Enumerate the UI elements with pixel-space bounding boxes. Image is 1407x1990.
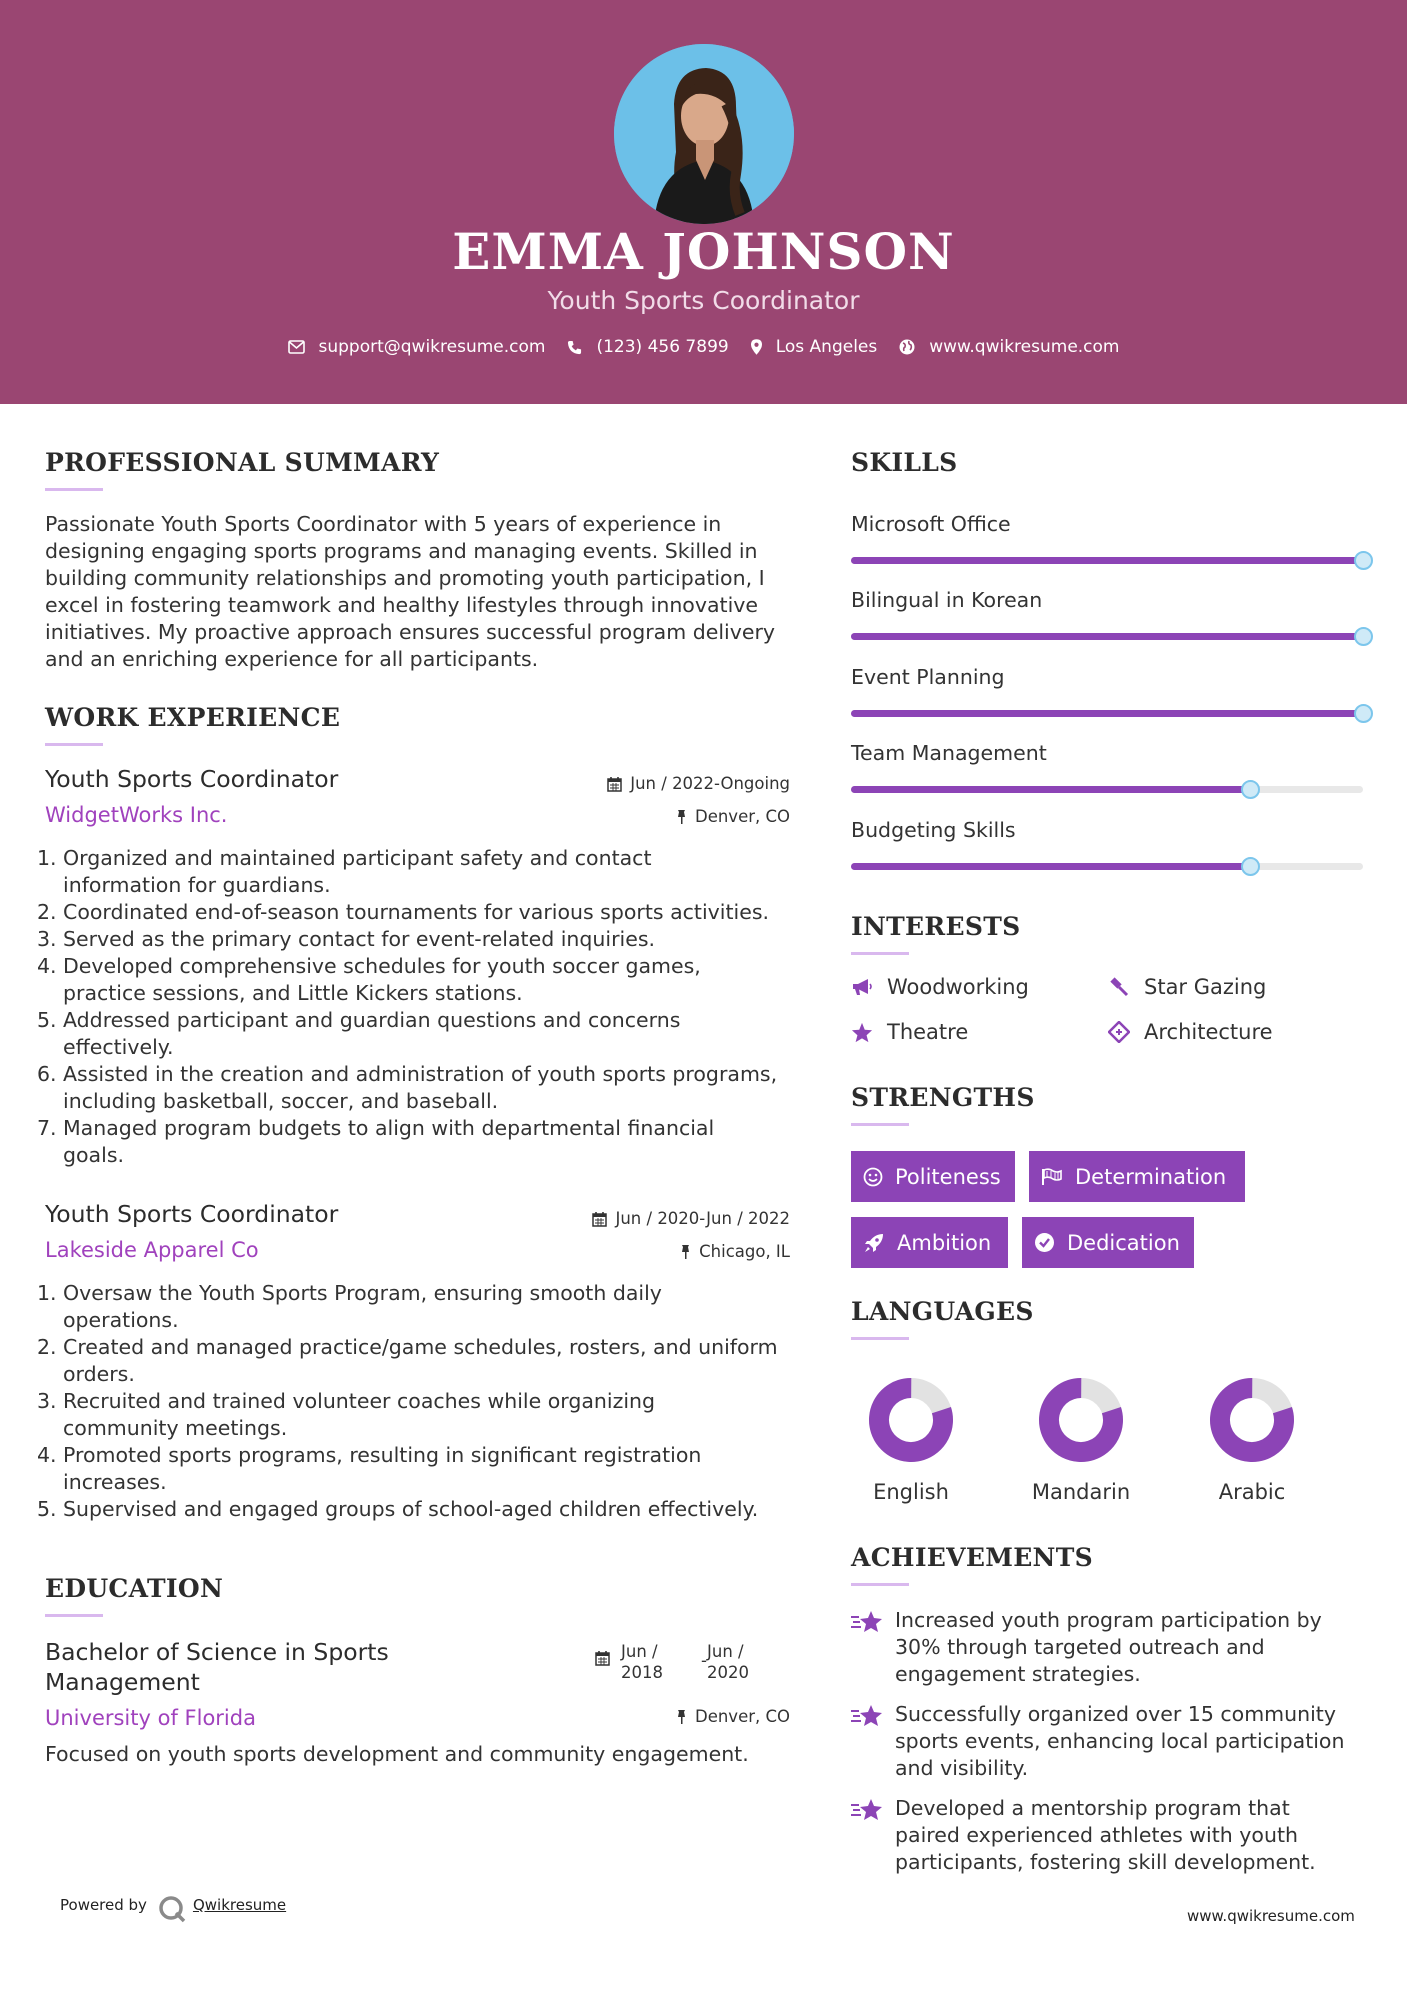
list-item — [37, 899, 805, 926]
job-title: Youth Sports Coordinator — [45, 765, 339, 793]
interest-item — [1108, 975, 1266, 999]
contact-phone[interactable] — [567, 337, 728, 357]
start-month: Jun / — [621, 1642, 658, 1661]
contact-location — [751, 337, 878, 357]
interest-item — [1108, 1020, 1273, 1044]
interests-heading: INTERESTS — [851, 912, 1021, 941]
website-text: www.qwikresume.com — [929, 337, 1120, 357]
summary-line: and an enriching experience for all participants. — [45, 647, 539, 671]
education-description: Focused on youth sports development and community engagement. — [45, 1742, 749, 1766]
end-year: 2020 — [707, 1663, 749, 1682]
skill-bar — [851, 710, 1363, 717]
list-line: increases. — [63, 1470, 167, 1494]
phone-icon — [567, 340, 582, 355]
list-line: Developed comprehensive schedules for youth soccer games, — [63, 954, 701, 978]
shooting-star-icon — [850, 1703, 884, 1729]
list-line: Supervised and engaged groups of school-aged children effectively. — [63, 1497, 759, 1521]
start-year: 2018 — [621, 1663, 663, 1682]
list-number: 1. — [37, 846, 57, 870]
pushpin-icon — [680, 1244, 691, 1260]
list-number: 5. — [37, 1497, 57, 1521]
footer-powered-by — [60, 1896, 286, 1914]
skill-bar — [851, 557, 1363, 564]
languages-heading: LANGUAGES — [851, 1297, 1034, 1326]
strength-tag — [1029, 1151, 1245, 1202]
list-item — [37, 1442, 805, 1496]
language-donut — [1207, 1375, 1297, 1465]
achievement-item — [850, 1701, 1360, 1782]
interest-label: Theatre — [887, 1020, 969, 1044]
list-number: 4. — [37, 954, 57, 978]
summary-line: excel in fostering teamwork and healthy lifestyles through innovative — [45, 593, 759, 617]
list-number: 3. — [37, 927, 57, 951]
map-pin-icon — [751, 339, 762, 355]
list-line: Created and managed practice/game schedules, rosters, and uniform — [63, 1335, 778, 1359]
list-item — [37, 1061, 805, 1115]
list-item — [37, 1115, 805, 1169]
achievement-line: sports events, enhancing local participation — [895, 1729, 1345, 1753]
list-line: information for guardians. — [63, 873, 331, 897]
list-line: Recruited and trained volunteer coaches while organizing — [63, 1389, 656, 1413]
list-item — [37, 1280, 805, 1334]
education-heading-rule — [45, 1614, 103, 1617]
phone-text: (123) 456 7899 — [596, 337, 729, 357]
list-number: 2. — [37, 1335, 57, 1359]
language-name: English — [873, 1480, 949, 1504]
summary-heading: PROFESSIONAL SUMMARY — [45, 448, 440, 477]
job-dates-text: Jun / 2020-Jun / 2022 — [615, 1209, 790, 1228]
job-responsibilities — [37, 1280, 805, 1523]
list-number: 1. — [37, 1281, 57, 1305]
degree-title — [45, 1637, 389, 1697]
skill-bar — [851, 863, 1363, 870]
end-month: Jun / — [707, 1642, 744, 1661]
list-line: Promoted sports programs, resulting in significant registration — [63, 1443, 702, 1467]
calendar-icon — [595, 1650, 610, 1666]
contact-email[interactable] — [288, 337, 546, 357]
interest-item — [851, 1020, 968, 1044]
qwikresume-link[interactable]: Qwikresume — [192, 1896, 287, 1914]
school-name: University of Florida — [45, 1706, 256, 1730]
achievement-line: participants, fostering skill development. — [895, 1850, 1316, 1874]
languages-heading-rule — [851, 1337, 909, 1340]
list-item — [37, 845, 805, 899]
powered-by-text: Powered by — [60, 1896, 147, 1914]
skill-name: Budgeting Skills — [851, 818, 1016, 842]
interest-label: Woodworking — [887, 975, 1029, 999]
shooting-star-icon — [850, 1797, 884, 1823]
qwikresume-logo-icon — [157, 1894, 187, 1924]
education-start — [621, 1641, 663, 1683]
strength-label: Determination — [1075, 1164, 1227, 1189]
megaphone-icon — [851, 977, 873, 997]
list-line: Oversaw the Youth Sports Program, ensuring smooth daily — [63, 1281, 662, 1305]
skill-name: Event Planning — [851, 665, 1005, 689]
candidate-name: EMMA JOHNSON — [452, 222, 955, 281]
list-line: operations. — [63, 1308, 179, 1332]
job-dates — [520, 774, 790, 793]
interest-label: Architecture — [1144, 1020, 1273, 1044]
list-item — [37, 1388, 805, 1442]
skill-bar-fill — [851, 633, 1363, 640]
skill-bar-knob — [1354, 704, 1373, 723]
skill-bar-fill — [851, 710, 1363, 717]
skill-name: Microsoft Office — [851, 512, 1011, 536]
flag-icon — [1041, 1168, 1063, 1186]
strengths-heading-rule — [851, 1123, 909, 1126]
candidate-title: Youth Sports Coordinator — [547, 286, 860, 315]
skill-bar-knob — [1354, 551, 1373, 570]
job-responsibilities — [37, 845, 805, 1169]
list-line: orders. — [63, 1362, 135, 1386]
job-dates-text: Jun / 2022-Ongoing — [630, 774, 790, 793]
skill-bar-knob — [1354, 627, 1373, 646]
list-number: 5. — [37, 1008, 57, 1032]
achievements-heading-rule — [851, 1583, 909, 1586]
smile-icon — [863, 1167, 883, 1187]
list-item — [37, 926, 805, 953]
education-location — [520, 1707, 790, 1726]
interests-heading-rule — [851, 952, 909, 955]
list-line: effectively. — [63, 1035, 174, 1059]
strength-label: Ambition — [897, 1230, 992, 1255]
company-name: WidgetWorks Inc. — [45, 803, 228, 827]
check-circle-icon — [1034, 1232, 1055, 1253]
job-location-text: Chicago, IL — [699, 1242, 790, 1261]
skill-bar-fill — [851, 786, 1250, 793]
list-line: Served as the primary contact for event-related inquiries. — [63, 927, 656, 951]
list-item — [37, 953, 805, 1007]
skill-bar — [851, 633, 1363, 640]
list-number: 2. — [37, 900, 57, 924]
language-donut — [866, 1375, 956, 1465]
summary-line: building community relationships and promoting youth participation, I — [45, 566, 765, 590]
achievement-item — [850, 1607, 1360, 1688]
summary-text — [45, 511, 795, 673]
job-location-text: Denver, CO — [694, 807, 790, 826]
calendar-icon — [607, 776, 622, 792]
contact-bar — [0, 337, 1407, 357]
resume-header — [0, 0, 1407, 404]
education-location-text: Denver, CO — [694, 1707, 790, 1726]
achievement-line: Developed a mentorship program that — [895, 1796, 1290, 1820]
list-item — [37, 1496, 805, 1523]
email-text: support@qwikresume.com — [318, 337, 546, 357]
education-dates — [595, 1641, 765, 1681]
envelope-icon — [288, 340, 305, 354]
experience-heading: WORK EXPERIENCE — [45, 703, 341, 732]
rocket-icon — [863, 1232, 885, 1254]
list-line: community meetings. — [63, 1416, 288, 1440]
strength-label: Politeness — [895, 1164, 1001, 1189]
job-location — [520, 1242, 790, 1261]
summary-line: Passionate Youth Sports Coordinator with 5 years of experience in — [45, 512, 722, 536]
achievement-line: paired experienced athletes with youth — [895, 1823, 1298, 1847]
list-line: Managed program budgets to align with departmental financial — [63, 1116, 715, 1140]
degree-line: Bachelor of Science in Sports — [45, 1638, 389, 1666]
list-line: Coordinated end-of-season tournaments for various sports activities. — [63, 900, 770, 924]
list-number: 4. — [37, 1443, 57, 1467]
achievement-item — [850, 1795, 1360, 1876]
achievements-heading: ACHIEVEMENTS — [851, 1543, 1093, 1572]
list-line: Addressed participant and guardian questions and concerns — [63, 1008, 681, 1032]
pushpin-icon — [676, 1709, 687, 1725]
list-item — [37, 1007, 805, 1061]
language-name: Mandarin — [1031, 1480, 1131, 1504]
profile-photo — [614, 44, 794, 224]
list-line: practice sessions, and Little Kickers stations. — [63, 981, 523, 1005]
interest-item — [851, 975, 1029, 999]
footer-website[interactable]: www.qwikresume.com — [1187, 1907, 1355, 1925]
strengths-heading: STRENGTHS — [851, 1083, 1035, 1112]
calendar-icon — [592, 1211, 607, 1227]
skill-bar — [851, 786, 1363, 793]
location-text: Los Angeles — [775, 337, 878, 357]
skill-bar-knob — [1241, 857, 1260, 876]
list-line: goals. — [63, 1143, 125, 1167]
list-line: including basketball, soccer, and baseball. — [63, 1089, 499, 1113]
company-name: Lakeside Apparel Co — [45, 1238, 259, 1262]
gavel-icon — [1108, 976, 1130, 998]
achievement-line: 30% through targeted outreach and — [895, 1635, 1265, 1659]
skill-bar-knob — [1241, 780, 1260, 799]
summary-heading-rule — [45, 488, 103, 491]
summary-line: initiatives. My proactive approach ensures successful program delivery — [45, 620, 776, 644]
date-separator: - — [701, 1651, 707, 1670]
strength-label: Dedication — [1067, 1230, 1180, 1255]
list-number: 3. — [37, 1389, 57, 1413]
star-icon — [851, 1022, 873, 1043]
job-title: Youth Sports Coordinator — [45, 1200, 339, 1228]
skill-bar-fill — [851, 863, 1250, 870]
contact-website[interactable] — [899, 337, 1119, 357]
ticket-icon — [1108, 1021, 1130, 1043]
shooting-star-icon — [850, 1609, 884, 1635]
list-line: Organized and maintained participant safety and contact — [63, 846, 652, 870]
strength-tag — [851, 1151, 1015, 1202]
list-item — [37, 1334, 805, 1388]
achievement-line: engagement strategies. — [895, 1662, 1141, 1686]
achievement-line: Successfully organized over 15 community — [895, 1702, 1336, 1726]
strength-tag — [1022, 1217, 1194, 1268]
achievement-line: and visibility. — [895, 1756, 1029, 1780]
list-number: 6. — [37, 1062, 57, 1086]
education-heading: EDUCATION — [45, 1574, 224, 1603]
list-line: Assisted in the creation and administration of youth sports programs, — [63, 1062, 778, 1086]
strength-tag — [851, 1217, 1008, 1268]
job-location — [520, 807, 790, 826]
pushpin-icon — [676, 809, 687, 825]
job-dates — [520, 1209, 790, 1228]
globe-icon — [899, 339, 915, 355]
interest-label: Star Gazing — [1144, 975, 1267, 999]
skill-name: Bilingual in Korean — [851, 588, 1043, 612]
experience-heading-rule — [45, 743, 103, 746]
profile-photo-image — [614, 44, 794, 224]
degree-line: Management — [45, 1668, 200, 1696]
education-end — [707, 1641, 749, 1683]
language-name: Arabic — [1218, 1480, 1286, 1504]
language-donut — [1036, 1375, 1126, 1465]
skill-bar-fill — [851, 557, 1363, 564]
list-number: 7. — [37, 1116, 57, 1140]
summary-line: designing engaging sports programs and managing events. Skilled in — [45, 539, 758, 563]
achievement-line: Increased youth program participation by — [895, 1608, 1322, 1632]
skills-heading: SKILLS — [851, 448, 958, 477]
skill-name: Team Management — [851, 741, 1047, 765]
